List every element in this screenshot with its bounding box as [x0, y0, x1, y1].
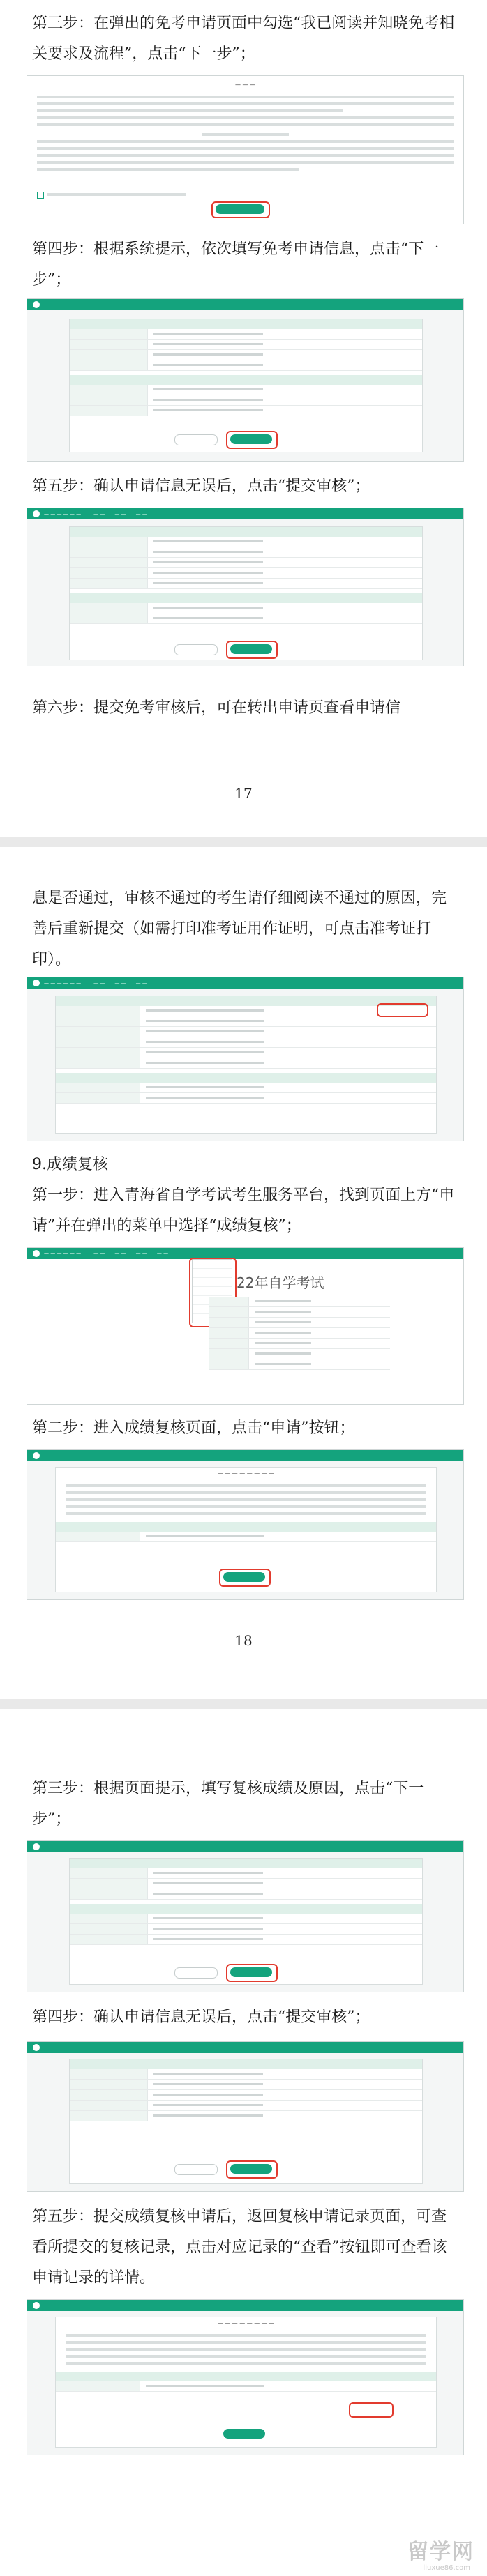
- platform-topbar: — — — — — — — — — — — — — —: [27, 299, 463, 310]
- exam-banner-title: 22年自学考试: [237, 1274, 324, 1291]
- screenshot-score-review-page: — — — — — — — — — — — — — — — — — —: [27, 1449, 464, 1600]
- watermark-url: liuxue86.com: [423, 2564, 470, 2572]
- highlight-box: [211, 201, 270, 218]
- screenshot-application-status: — — — — — — — — — — — —: [27, 977, 464, 1141]
- document-page-19: [0, 1709, 487, 2576]
- step6-paragraph: 第六步：提交免考审核后，可在转出申请页查看申请信: [32, 699, 401, 717]
- page-number: － 18 －: [216, 1632, 271, 1649]
- step5-paragraph: 第五步：确认申请信息无误后，点击“提交审核”；: [32, 478, 370, 495]
- screenshot-exemption-form: [27, 298, 464, 462]
- screenshot-exemption-confirm: — — — — — — — — — — — —: [27, 508, 464, 666]
- document-page-17: [0, 0, 487, 837]
- screenshot-exemption-agreement: [27, 75, 464, 224]
- agree-checkbox: [37, 192, 44, 199]
- screenshot-review-records: — — — — — — — — — — — — — — — — — —: [27, 2299, 464, 2455]
- document-page-18: [0, 847, 487, 1699]
- step3-paragraph: 第三步：根据页面提示，填写复核成绩及原因，点击“下一步”；: [32, 1780, 424, 1828]
- screenshot-heading: — — —: [234, 82, 256, 88]
- step4-paragraph: 第四步：根据系统提示，依次填写免考申请信息，点击“下一步”；: [32, 241, 440, 289]
- page-number: － 17 －: [216, 785, 271, 802]
- screenshot-review-confirm: — — — — — — — — — —: [27, 2041, 464, 2192]
- step5-paragraph: 第五步：提交成绩复核申请后，返回复核申请记录页面，可查看所提交的复核记录，点击对应记录的“查看”按钮即可查看该申请记录的详情。: [32, 2208, 447, 2287]
- section-title: 9.成绩复核: [32, 1156, 108, 1173]
- screenshot-apply-menu: — — — — — — — — — — — — — — 22年自学考试: [27, 1247, 464, 1405]
- step4-paragraph: 第四步：确认申请信息无误后，点击“提交审核”；: [32, 2009, 370, 2026]
- step1-paragraph: 第一步：进入青海省自学考试考生服务平台，找到页面上方“申请”并在弹出的菜单中选择“成绩复核”；: [32, 1187, 455, 1235]
- watermark-logo: 留学网: [407, 2540, 474, 2564]
- continued-paragraph: 息是否通过，审核不通过的考生请仔细阅读不通过的原因，完善后重新提交（如需打印准考证用作证明，可点击准考证打印）。: [32, 890, 447, 968]
- screenshot-review-form: — — — — — — — — — —: [27, 1840, 464, 1992]
- step3-paragraph: 第三步：在弹出的免考申请页面中勾选“我已阅读并知晓免考相关要求及流程”，点击“下一步”；: [32, 15, 455, 63]
- step2-paragraph: 第二步：进入成绩复核页面，点击“申请”按钮；: [32, 1419, 355, 1437]
